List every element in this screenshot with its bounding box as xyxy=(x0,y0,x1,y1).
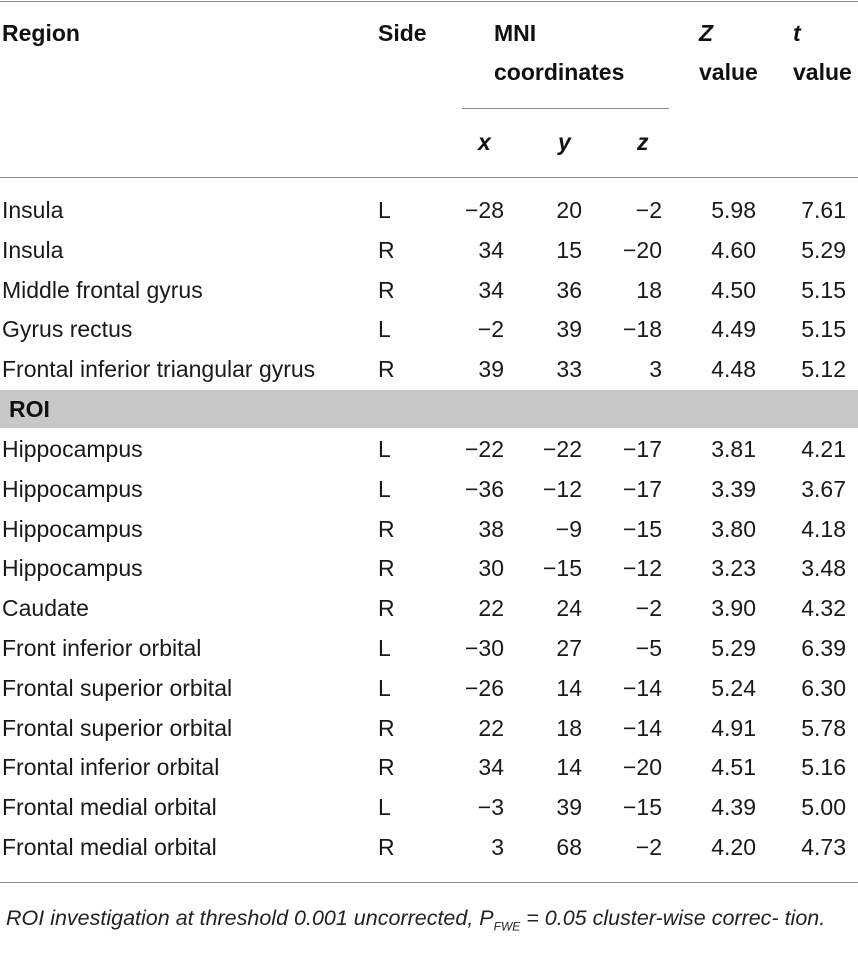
table-row xyxy=(0,469,858,509)
cell-side: L xyxy=(378,674,391,701)
cell-region: Insula xyxy=(2,236,64,263)
cell-x: −2 xyxy=(477,316,504,343)
table-row xyxy=(0,190,858,230)
header-tvalue-symbol: t xyxy=(793,20,801,46)
cell-y: −12 xyxy=(542,475,582,502)
cell-x: 38 xyxy=(478,515,504,542)
cell-t-value: 5.78 xyxy=(801,714,846,741)
table-row xyxy=(0,429,858,469)
cell-side: L xyxy=(378,794,391,821)
table-row xyxy=(0,349,858,389)
cell-t-value: 4.21 xyxy=(801,436,846,462)
footnote-subscript: FWE xyxy=(493,919,521,934)
cell-z: 18 xyxy=(636,276,662,303)
cell-x: 30 xyxy=(478,555,504,582)
roi-section-band xyxy=(0,390,858,428)
cell-y: 39 xyxy=(556,316,582,343)
table-row xyxy=(0,708,858,748)
cell-side: R xyxy=(378,595,395,622)
cell-z: −12 xyxy=(622,555,662,582)
top-rule xyxy=(0,1,858,2)
cell-z: −14 xyxy=(622,674,662,701)
table-row xyxy=(0,668,858,708)
cell-z: −2 xyxy=(635,595,662,622)
cell-z-value: 5.29 xyxy=(711,635,756,661)
cell-x: −26 xyxy=(464,674,504,701)
cell-y: −22 xyxy=(542,436,582,462)
cell-z-value: 3.80 xyxy=(711,515,756,542)
cell-z-value: 4.49 xyxy=(711,316,756,343)
cell-t-value: 5.15 xyxy=(801,316,846,343)
header-y xyxy=(558,126,571,158)
header-x-label: x xyxy=(478,129,491,155)
cell-z-value: 3.81 xyxy=(711,436,756,462)
cell-x: 39 xyxy=(478,356,504,383)
cell-region: Frontal medial orbital xyxy=(2,794,217,821)
cell-region: Frontal medial orbital xyxy=(2,834,217,860)
cell-z-value: 4.60 xyxy=(711,236,756,263)
cell-t-value: 5.00 xyxy=(801,794,846,821)
table-row xyxy=(0,309,858,349)
table-row xyxy=(0,628,858,668)
cell-region: Middle frontal gyrus xyxy=(2,276,203,303)
header-bottom-rule xyxy=(0,177,858,178)
cell-x: −3 xyxy=(477,794,504,821)
cell-y: 14 xyxy=(556,674,582,701)
cell-side: R xyxy=(378,834,395,860)
cell-side: R xyxy=(378,236,395,263)
cell-z: −17 xyxy=(622,475,662,502)
cell-z: −2 xyxy=(635,197,662,223)
cell-side: L xyxy=(378,436,391,462)
cell-t-value: 4.18 xyxy=(801,515,846,542)
cell-region: Caudate xyxy=(2,595,89,622)
header-z xyxy=(637,126,649,158)
cell-t-value: 4.73 xyxy=(801,834,846,860)
table-row xyxy=(0,588,858,628)
table-row xyxy=(0,787,858,827)
table-row xyxy=(0,747,858,787)
cell-z: −15 xyxy=(622,794,662,821)
table-row xyxy=(0,270,858,310)
cell-region: Gyrus rectus xyxy=(2,316,133,343)
cell-side: R xyxy=(378,356,395,383)
cell-side: L xyxy=(378,635,391,661)
cell-x: 34 xyxy=(478,754,504,781)
cell-side: R xyxy=(378,754,395,781)
cell-region: Hippocampus xyxy=(2,515,143,542)
cell-y: 14 xyxy=(556,754,582,781)
cell-t-value: 5.29 xyxy=(801,236,846,263)
cell-z-value: 4.39 xyxy=(711,794,756,821)
header-zvalue-line1 xyxy=(699,17,713,49)
cell-region: Frontal superior orbital xyxy=(2,714,233,741)
cell-y: 36 xyxy=(556,276,582,303)
cell-z: −2 xyxy=(635,834,662,860)
table-footnote xyxy=(6,900,856,945)
footnote-prefix: ROI investigation at threshold 0.001 uncorrected, P xyxy=(6,906,494,930)
cell-x: 3 xyxy=(491,834,504,860)
cell-t-value: 4.32 xyxy=(801,595,846,622)
cell-region: Frontal superior orbital xyxy=(2,674,233,701)
cell-x: −30 xyxy=(464,635,504,661)
mni-rule xyxy=(462,108,669,109)
cell-z: −20 xyxy=(622,236,662,263)
roi-section-label: ROI xyxy=(9,396,50,422)
cell-region: Hippocampus xyxy=(2,555,143,582)
cell-side: R xyxy=(378,276,395,303)
table-row xyxy=(0,548,858,588)
cell-y: 20 xyxy=(556,197,582,223)
footnote-suffix: = 0.05 cluster-wise correc- tion. xyxy=(520,906,826,930)
cell-t-value: 6.30 xyxy=(801,674,846,701)
cell-z: −20 xyxy=(622,754,662,781)
header-y-label: y xyxy=(558,129,571,155)
cell-z-value: 4.91 xyxy=(711,714,756,741)
header-z-label: z xyxy=(637,129,649,155)
cell-region: Hippocampus xyxy=(2,436,143,462)
header-mni-line1: MNI xyxy=(494,20,537,46)
table-row xyxy=(0,827,858,867)
cell-region: Insula xyxy=(2,197,64,223)
cell-y: 33 xyxy=(556,356,582,383)
cell-z-value: 4.48 xyxy=(711,356,756,383)
header-tvalue-line2: value xyxy=(793,59,852,85)
header-x xyxy=(478,126,491,158)
cell-z-value: 5.24 xyxy=(711,674,756,701)
cell-z: −17 xyxy=(622,436,662,462)
header-region: Region xyxy=(2,20,80,46)
cell-x: −22 xyxy=(464,436,504,462)
cell-x: 34 xyxy=(478,276,504,303)
cell-z-value: 3.90 xyxy=(711,595,756,622)
cell-z: −15 xyxy=(622,515,662,542)
cell-z: −14 xyxy=(622,714,662,741)
cell-t-value: 6.39 xyxy=(801,635,846,661)
cell-side: R xyxy=(378,714,395,741)
cell-t-value: 3.67 xyxy=(801,475,846,502)
cell-t-value: 5.16 xyxy=(801,754,846,781)
cell-z-value: 3.39 xyxy=(711,475,756,502)
cell-x: 22 xyxy=(478,595,504,622)
cell-y: 68 xyxy=(556,834,582,860)
cell-y: 15 xyxy=(556,236,582,263)
cell-t-value: 3.48 xyxy=(801,555,846,582)
cell-region: Hippocampus xyxy=(2,475,143,502)
cell-x: 34 xyxy=(478,236,504,263)
cell-side: L xyxy=(378,475,391,502)
cell-x: −28 xyxy=(464,197,504,223)
table-row xyxy=(0,509,858,549)
cell-z: −5 xyxy=(635,635,662,661)
cell-region: Front inferior orbital xyxy=(2,635,202,661)
header-zvalue-symbol: Z xyxy=(699,20,714,46)
cell-x: 22 xyxy=(478,714,504,741)
header-tvalue-line1 xyxy=(793,17,801,49)
header-mni-line2: coordinates xyxy=(494,59,625,85)
cell-y: −9 xyxy=(555,515,582,542)
header-zvalue-line2: value xyxy=(699,59,758,85)
cell-y: 39 xyxy=(556,794,582,821)
cell-z-value: 4.51 xyxy=(711,754,756,781)
cell-side: L xyxy=(378,197,391,223)
cell-y: −15 xyxy=(542,555,582,582)
cell-z-value: 4.50 xyxy=(711,276,756,303)
cell-region: Frontal inferior triangular gyrus xyxy=(2,356,316,383)
cell-region: Frontal inferior orbital xyxy=(2,754,220,781)
cell-z-value: 5.98 xyxy=(711,197,756,223)
cell-z: 3 xyxy=(649,356,662,383)
cell-t-value: 7.61 xyxy=(801,197,846,223)
cell-z-value: 4.20 xyxy=(711,834,756,860)
cell-y: 18 xyxy=(556,714,582,741)
cell-y: 27 xyxy=(556,635,582,661)
cell-side: L xyxy=(378,316,391,343)
table-bottom-rule xyxy=(0,882,858,883)
cell-side: R xyxy=(378,555,395,582)
cell-x: −36 xyxy=(464,475,504,502)
cell-side: R xyxy=(378,515,395,542)
cell-z: −18 xyxy=(622,316,662,343)
cell-t-value: 5.12 xyxy=(801,356,846,383)
cell-z-value: 3.23 xyxy=(711,555,756,582)
cell-t-value: 5.15 xyxy=(801,276,846,303)
cell-y: 24 xyxy=(556,595,582,622)
table-row xyxy=(0,230,858,270)
header-side: Side xyxy=(378,20,427,46)
